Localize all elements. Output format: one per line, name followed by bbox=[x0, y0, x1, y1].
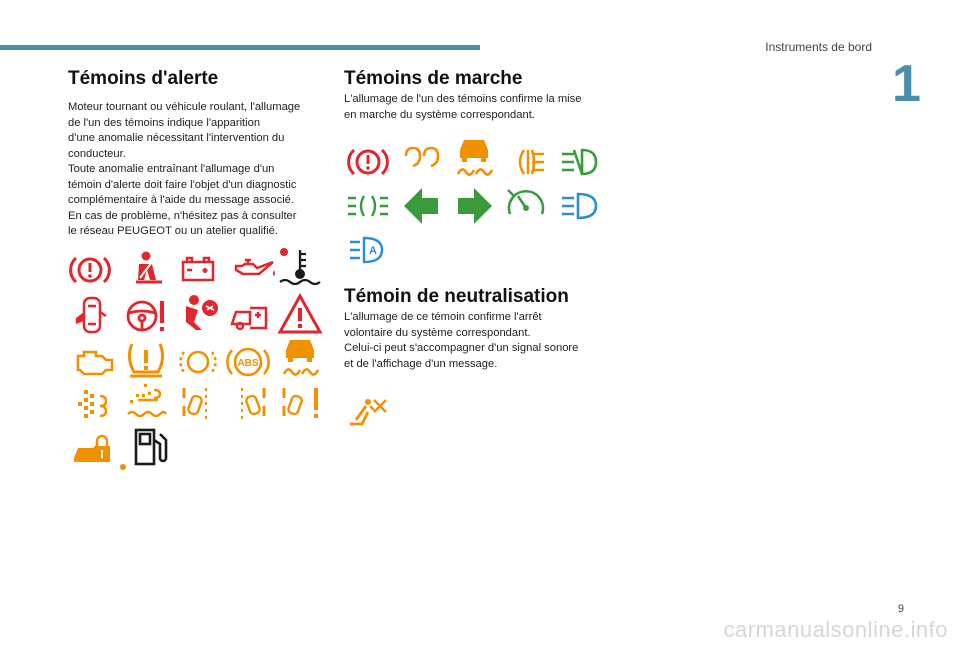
abs-icon bbox=[224, 340, 272, 384]
warning-triangle-icon bbox=[276, 292, 324, 336]
service-icon bbox=[226, 294, 274, 338]
text-line: complémentaire à l'aide du message associé. bbox=[68, 194, 295, 206]
watermark: carmanualsonline.info bbox=[723, 617, 948, 642]
text-line: le réseau PEUGEOT ou un atelier qualifié. bbox=[68, 225, 278, 237]
text-line: Toute anomalie entraînant l'allumage d'un bbox=[68, 163, 275, 175]
turn-right-icon bbox=[450, 184, 498, 228]
top-accent-bar bbox=[0, 45, 480, 50]
brake-warning-icon bbox=[66, 248, 114, 292]
page-number: 9 bbox=[897, 603, 904, 615]
preheat-icon bbox=[398, 140, 446, 184]
fuel-icon bbox=[130, 426, 178, 470]
tyre-pressure-icon bbox=[122, 338, 170, 382]
neutral-title: Témoin de neutralisation bbox=[344, 286, 569, 307]
indicator-dot-icon bbox=[118, 462, 128, 472]
running-head: Instruments de bord bbox=[765, 40, 872, 54]
steering-warning-icon bbox=[122, 294, 170, 338]
text-line: L'allumage de ce témoin confirme l'arrêt bbox=[344, 311, 542, 323]
text-line: témoin d'alerte doit faire l'objet d'un diagnostic bbox=[68, 178, 297, 191]
engine-check-icon bbox=[70, 340, 118, 384]
text-line: d'une anomalie nécessitant l'intervention du bbox=[68, 132, 285, 144]
lane-left-icon bbox=[176, 382, 224, 426]
alert-paragraph bbox=[68, 100, 338, 240]
stability-control-icon bbox=[276, 336, 324, 380]
oil-pressure-icon bbox=[230, 248, 278, 292]
neutral-paragraph bbox=[344, 310, 614, 372]
cruise-control-icon bbox=[502, 182, 550, 226]
text-line: Celui-ci peut s'accompagner d'un signal sonore bbox=[344, 342, 579, 354]
battery-icon bbox=[174, 248, 222, 292]
dipped-beam-icon bbox=[558, 184, 606, 228]
brake-pad-icon bbox=[174, 340, 222, 384]
airbag-icon bbox=[176, 292, 224, 336]
turn-left-icon bbox=[398, 184, 446, 228]
text-line: en marche du système correspondant. bbox=[344, 108, 535, 121]
coolant-temperature-icon bbox=[276, 246, 324, 290]
text-line: conducteur. bbox=[68, 147, 126, 160]
lane-right-icon bbox=[226, 382, 274, 426]
lane-both-icon bbox=[276, 382, 324, 426]
text-line: volontaire du système correspondant. bbox=[344, 326, 531, 339]
abs-label: ABS bbox=[237, 358, 259, 369]
alert-title: Témoins d'alerte bbox=[68, 68, 219, 89]
text-line: et de l'affichage d'un message. bbox=[344, 357, 498, 370]
text-line: Moteur tournant ou véhicule roulant, l'allumage bbox=[68, 101, 301, 113]
traction-control-icon bbox=[450, 136, 498, 180]
seatbelt-icon bbox=[124, 248, 172, 292]
passenger-airbag-off-icon bbox=[344, 390, 392, 434]
immobiliser-icon bbox=[68, 428, 116, 472]
door-open-icon bbox=[68, 294, 116, 338]
parking-brake-icon bbox=[344, 140, 392, 184]
front-foglight-icon bbox=[558, 140, 606, 184]
sidelights-icon bbox=[344, 184, 392, 228]
chapter-number: 1 bbox=[892, 55, 921, 113]
particle-filter-icon bbox=[122, 380, 170, 424]
running-title: Témoins de marche bbox=[344, 68, 523, 89]
text-line: de l'un des témoins indique l'apparition bbox=[68, 116, 261, 129]
rear-foglight-icon bbox=[506, 140, 554, 184]
auto-main-beam-icon bbox=[346, 228, 394, 272]
diesel-preheat-icon bbox=[70, 384, 118, 428]
text-line: En cas de problème, n'hésitez pas à consulter bbox=[68, 209, 297, 222]
text-line: L'allumage de l'un des témoins confirme la mise bbox=[344, 93, 582, 105]
auto-beam-label: A bbox=[369, 245, 377, 257]
running-paragraph bbox=[344, 92, 614, 123]
